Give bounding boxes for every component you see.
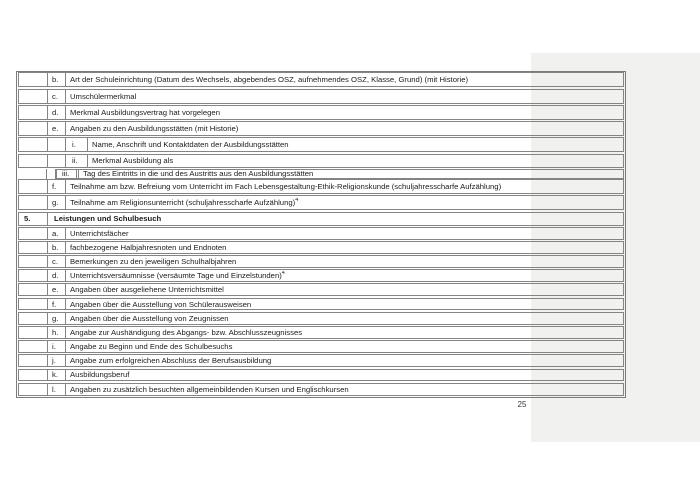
row-letter-cell — [48, 138, 66, 151]
row-text-cell — [88, 156, 623, 165]
row-number-cell — [19, 180, 48, 193]
footnote-ref: 4 — [295, 198, 299, 204]
row-roman-cell — [66, 155, 88, 167]
table-row — [18, 89, 624, 104]
row-number-cell — [19, 242, 48, 253]
row-text: Angaben über die Ausstellung von Zeugnissen — [70, 313, 229, 323]
row-number-cell — [19, 370, 48, 381]
section-title-cell — [48, 214, 623, 223]
row-text: Ausbildungsberuf — [70, 370, 130, 380]
row-text: Unterrichtsversäumnisse (versäumte Tage und Einzelstunden) — [70, 271, 282, 281]
row-text: Angaben über ausgeliehene Unterrichtsmittel — [70, 285, 224, 295]
row-letter-cell — [48, 106, 66, 119]
row-number-cell — [19, 270, 48, 281]
row-letter: c. — [52, 91, 58, 101]
row-letter-cell — [48, 155, 66, 167]
row-text: Art der Schuleinrichtung (Datum des Wechsels, abgebendes OSZ, aufnehmendes OSZ, Klasse, Grund) (mit Historie) — [70, 75, 469, 85]
row-number-cell — [19, 90, 48, 103]
row-roman: iii. — [62, 169, 70, 179]
table-subrow — [18, 137, 624, 152]
row-number-cell — [19, 341, 48, 352]
row-letter-cell — [48, 90, 66, 103]
table-row — [18, 354, 624, 367]
row-letter: j. — [52, 356, 56, 366]
row-letter: k. — [52, 370, 58, 380]
row-letter-cell — [48, 73, 66, 86]
row-letter: d. — [52, 271, 59, 281]
row-text-cell — [66, 124, 623, 133]
row-number-cell — [19, 106, 48, 119]
table-row — [18, 241, 624, 254]
table-row — [18, 227, 624, 240]
table-row — [18, 369, 624, 382]
row-text-cell — [66, 314, 623, 323]
row-text: Unterrichtsfächer — [70, 228, 129, 238]
row-number-cell — [19, 284, 48, 295]
row-number-cell — [19, 138, 48, 151]
row-text: Angaben zu zusätzlich besuchten allgemeinbildenden Kursen und Englischkursen — [70, 384, 349, 394]
row-text-cell — [66, 243, 623, 252]
row-letter-cell — [48, 341, 66, 352]
row-text-cell — [66, 370, 623, 379]
row-roman: ii. — [72, 156, 78, 166]
row-number-cell — [19, 299, 48, 310]
row-letter-cell — [48, 228, 66, 239]
row-letter: a. — [52, 228, 59, 238]
row-letter-cell — [48, 122, 66, 135]
row-number-cell — [19, 327, 48, 338]
row-number-cell — [19, 196, 48, 209]
inset-box — [56, 169, 624, 179]
row-text: Teilnahme am Religionsunterricht (schuljahresscharfe Aufzählung) — [70, 198, 296, 208]
row-roman-cell — [57, 170, 77, 178]
table-row — [18, 255, 624, 268]
row-text: Name, Anschrift und Kontaktdaten der Ausbildungsstätten — [92, 140, 289, 150]
table-row — [18, 105, 624, 120]
row-letter: f. — [52, 299, 57, 309]
row-letter-cell — [48, 327, 66, 338]
row-letter: e. — [52, 124, 59, 134]
row-text: Angabe zu Beginn und Ende des Schulbesuchs — [70, 342, 233, 352]
row-text-cell — [66, 75, 623, 84]
table-row — [18, 179, 624, 194]
row-text: Angabe zum erfolgreichen Abschluss der Berufsausbildung — [70, 356, 272, 366]
row-roman-cell — [66, 138, 88, 151]
row-text: Angaben zu den Ausbildungsstätten (mit Historie) — [70, 124, 239, 134]
table-row — [18, 312, 624, 325]
row-text-cell — [78, 170, 623, 178]
row-text-cell — [66, 385, 623, 394]
table-row — [18, 283, 624, 296]
row-text-cell — [66, 271, 623, 280]
row-roman: i. — [72, 140, 76, 150]
row-text-cell — [66, 257, 623, 266]
table-row — [18, 195, 624, 210]
row-letter: b. — [52, 75, 59, 85]
row-number-cell — [19, 256, 48, 267]
row-letter: g. — [52, 313, 59, 323]
row-spacer-cell — [47, 169, 56, 179]
page-number: 25 — [517, 400, 527, 409]
table-row — [18, 326, 624, 339]
table-row — [18, 298, 624, 311]
row-letter-cell — [48, 256, 66, 267]
row-letter-cell — [48, 242, 66, 253]
row-number-cell — [19, 355, 48, 366]
row-letter: i. — [52, 342, 56, 352]
row-number-cell — [19, 122, 48, 135]
row-text-cell — [66, 328, 623, 337]
row-text: Umschülermerkmal — [70, 91, 137, 101]
row-text: Merkmal Ausbildungsvertrag hat vorgelegen — [70, 107, 220, 117]
document-table — [16, 71, 626, 399]
row-text-cell — [66, 92, 623, 101]
row-letter-cell — [48, 299, 66, 310]
table-subrow-inset — [18, 169, 624, 179]
row-number-cell — [19, 73, 48, 86]
table-section-row — [18, 212, 624, 226]
row-number-cell — [19, 228, 48, 239]
row-number-cell — [19, 313, 48, 324]
table-row — [18, 269, 624, 282]
section-title: Leistungen und Schulbesuch — [54, 214, 162, 224]
table-row — [18, 72, 624, 87]
row-letter: l. — [52, 384, 56, 394]
row-letter-cell — [48, 355, 66, 366]
row-letter: c. — [52, 256, 58, 266]
table-row — [18, 121, 624, 136]
section-number-cell — [19, 213, 48, 225]
row-letter: d. — [52, 107, 59, 117]
row-text-cell — [66, 285, 623, 294]
row-text: Bemerkungen zu den jeweiligen Schulhalbjahren — [70, 256, 237, 266]
row-letter: b. — [52, 242, 59, 252]
footnote-ref: 4 — [281, 271, 285, 277]
row-text-cell — [88, 140, 623, 149]
row-letter: e. — [52, 285, 59, 295]
row-letter-cell — [48, 180, 66, 193]
row-letter-cell — [48, 270, 66, 281]
row-number-cell — [19, 155, 48, 167]
row-letter-cell — [48, 284, 66, 295]
table-row — [18, 383, 624, 396]
row-text-cell — [66, 342, 623, 351]
row-letter-cell — [48, 384, 66, 395]
row-text: fachbezogene Halbjahresnoten und Endnoten — [70, 242, 227, 252]
row-text-cell — [66, 182, 623, 191]
row-text-cell — [66, 198, 623, 207]
row-letter-cell — [48, 370, 66, 381]
row-text: Angabe zur Aushändigung des Abgangs- bzw. Abschlusszeugnisses — [70, 327, 303, 337]
table-row — [18, 340, 624, 353]
row-text-cell — [66, 300, 623, 309]
row-text-cell — [66, 356, 623, 365]
row-letter-cell — [48, 313, 66, 324]
row-number-cell — [19, 384, 48, 395]
row-letter-cell — [48, 196, 66, 209]
row-text-cell — [66, 229, 623, 238]
row-text: Merkmal Ausbildung als — [92, 156, 174, 166]
row-text: Teilnahme am bzw. Befreiung vom Unterricht im Fach Lebensgestaltung-Ethik-Religionskunde (schuljahresscharfe Aufzählung) — [70, 182, 502, 192]
row-number-cell — [18, 169, 47, 179]
row-text-cell — [66, 108, 623, 117]
row-text: Angaben über die Ausstellung von Schülerausweisen — [70, 299, 252, 309]
row-letter: g. — [52, 198, 59, 208]
section-number: 5. — [24, 214, 31, 224]
row-letter: h. — [52, 327, 59, 337]
table-subrow — [18, 154, 624, 168]
row-text: Tag des Eintritts in die und des Austritts aus den Ausbildungsstätten — [83, 169, 314, 179]
row-letter: f. — [52, 182, 57, 192]
